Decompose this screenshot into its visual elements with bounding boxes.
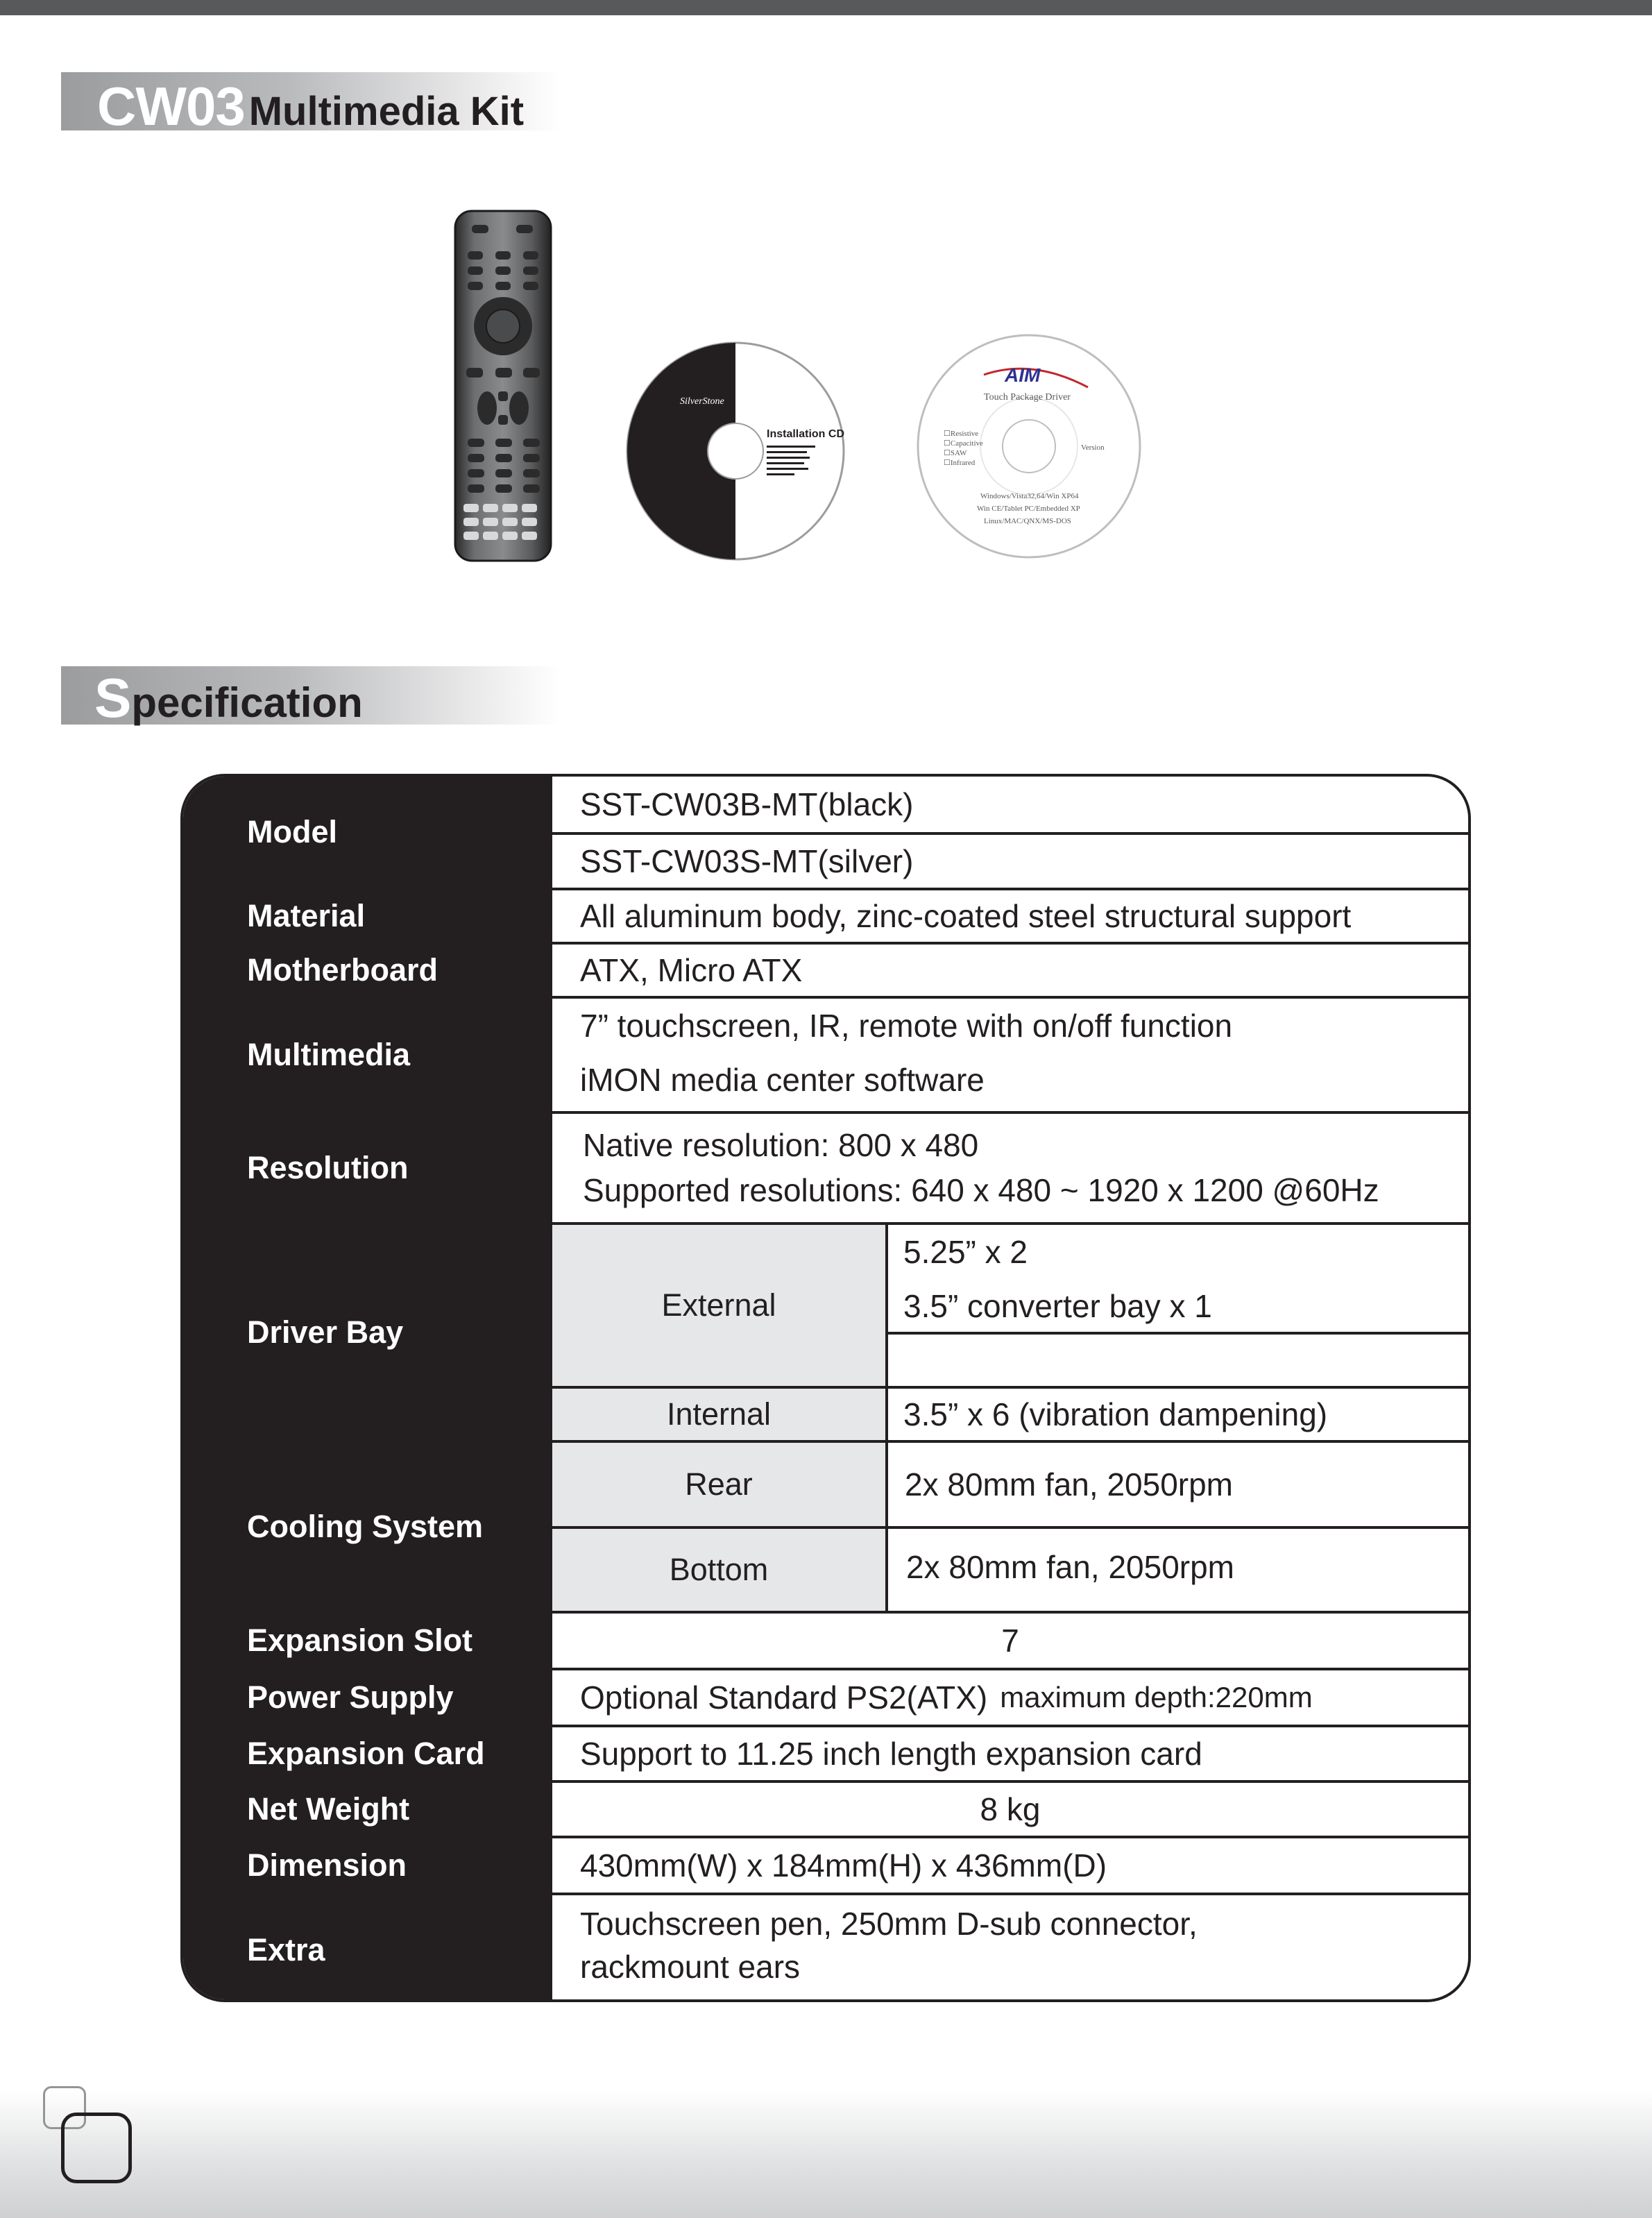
value-internal: 3.5” x 6 (vibration dampening) [903, 1396, 1328, 1432]
cd1-brand: SilverStone [680, 396, 724, 407]
value-external-1: 5.25” x 2 [903, 1234, 1028, 1270]
value-resolution-2: Supported resolutions: 640 x 480 ~ 1920 x 1200 @60Hz [583, 1172, 1379, 1208]
row-model [183, 777, 1468, 890]
value-rear: 2x 80mm fan, 2050rpm [905, 1466, 1234, 1502]
page-title [97, 75, 524, 138]
value-material: All aluminum body, zinc-coated steel structural support [580, 898, 1352, 934]
corner-square-large [61, 2113, 132, 2183]
value-net-weight: 8 kg [980, 1791, 1041, 1827]
label-power-supply: Power Supply [183, 1670, 552, 1725]
cd1-label: Installation CD [767, 428, 845, 440]
power-supply-note: maximum depth:220mm [1000, 1681, 1313, 1713]
label-dimension: Dimension [183, 1838, 552, 1893]
row-extra [183, 1895, 1468, 2002]
label-expansion-slot: Expansion Slot [183, 1614, 552, 1668]
divider [888, 1332, 1468, 1335]
svg-text:Win CE/Tablet PC/Embedded XP: Win CE/Tablet PC/Embedded XP [977, 505, 1080, 513]
label-model: Model [183, 777, 552, 888]
label-net-weight: Net Weight [183, 1783, 552, 1836]
touch-driver-cd-image [914, 332, 1143, 561]
svg-text:☐SAW: ☐SAW [944, 449, 967, 457]
row-cooling [183, 1443, 1468, 1614]
spec-heading-rest: pecification [131, 679, 363, 726]
row-driver-bay [183, 1225, 1468, 1443]
label-extra: Extra [183, 1895, 552, 2002]
label-cooling: Cooling System [183, 1443, 552, 1611]
cd2-brand: AIM [1005, 364, 1041, 386]
value-motherboard: ATX, Micro ATX [580, 952, 803, 988]
value-external-2: 3.5” converter bay x 1 [903, 1288, 1212, 1324]
value-resolution-1: Native resolution: 800 x 480 [583, 1127, 979, 1163]
value-expansion-card: Support to 11.25 inch length expansion card [580, 1736, 1202, 1772]
row-net-weight [183, 1783, 1468, 1838]
value-extra-1: Touchscreen pen, 250mm D-sub connector, [580, 1906, 1198, 1942]
label-resolution: Resolution [183, 1114, 552, 1222]
value-expansion-slot: 7 [1001, 1623, 1019, 1659]
row-power-supply [183, 1670, 1468, 1727]
label-motherboard: Motherboard [183, 945, 552, 996]
svg-text:☐Resistive: ☐Resistive [944, 430, 979, 438]
row-resolution [183, 1114, 1468, 1225]
sub-external: External [552, 1225, 885, 1386]
spec-heading [94, 666, 363, 730]
label-driver-bay: Driver Bay [183, 1225, 552, 1440]
remote-control-image [452, 210, 554, 562]
svg-text:Version: Version [1081, 443, 1105, 452]
sub-bottom: Bottom [552, 1529, 885, 1611]
value-power-supply [552, 1670, 1468, 1725]
value-model-1: SST-CW03B-MT(black) [580, 786, 914, 822]
value-model-2: SST-CW03S-MT(silver) [580, 843, 914, 879]
sub-rear: Rear [552, 1443, 885, 1526]
row-expansion-slot [183, 1614, 1468, 1670]
label-material: Material [183, 890, 552, 942]
row-motherboard [183, 945, 1468, 999]
spec-table [180, 774, 1471, 2002]
row-dimension [183, 1838, 1468, 1895]
row-multimedia [183, 999, 1468, 1114]
row-material [183, 890, 1468, 945]
value-extra-2: rackmount ears [580, 1949, 801, 1985]
cd2-label: Touch Package Driver [984, 392, 1071, 403]
svg-text:☐Infrared: ☐Infrared [944, 459, 976, 467]
installation-cd-image [624, 340, 846, 562]
footer-band [0, 2089, 1652, 2218]
label-multimedia: Multimedia [183, 999, 552, 1111]
value-dimension: 430mm(W) x 184mm(H) x 436mm(D) [580, 1847, 1107, 1883]
label-expansion-card: Expansion Card [183, 1727, 552, 1780]
svg-text:Windows/Vista32,64/Win XP64: Windows/Vista32,64/Win XP64 [980, 492, 1079, 500]
power-supply-text: Optional Standard PS2(ATX) [580, 1679, 988, 1716]
spec-heading-cap: S [94, 667, 132, 729]
value-multimedia-1: 7” touchscreen, IR, remote with on/off function [580, 1008, 1233, 1044]
row-expansion-card [183, 1727, 1468, 1783]
top-bar [0, 0, 1652, 15]
sub-internal: Internal [552, 1389, 885, 1440]
svg-text:Linux/MAC/QNX/MS-DOS: Linux/MAC/QNX/MS-DOS [984, 517, 1071, 525]
value-multimedia-2: iMON media center software [580, 1062, 985, 1098]
model-code: CW03 [97, 76, 245, 137]
svg-text:☐Capacitive: ☐Capacitive [944, 439, 983, 448]
title-text: Multimedia Kit [248, 89, 525, 134]
value-bottom: 2x 80mm fan, 2050rpm [906, 1549, 1235, 1585]
